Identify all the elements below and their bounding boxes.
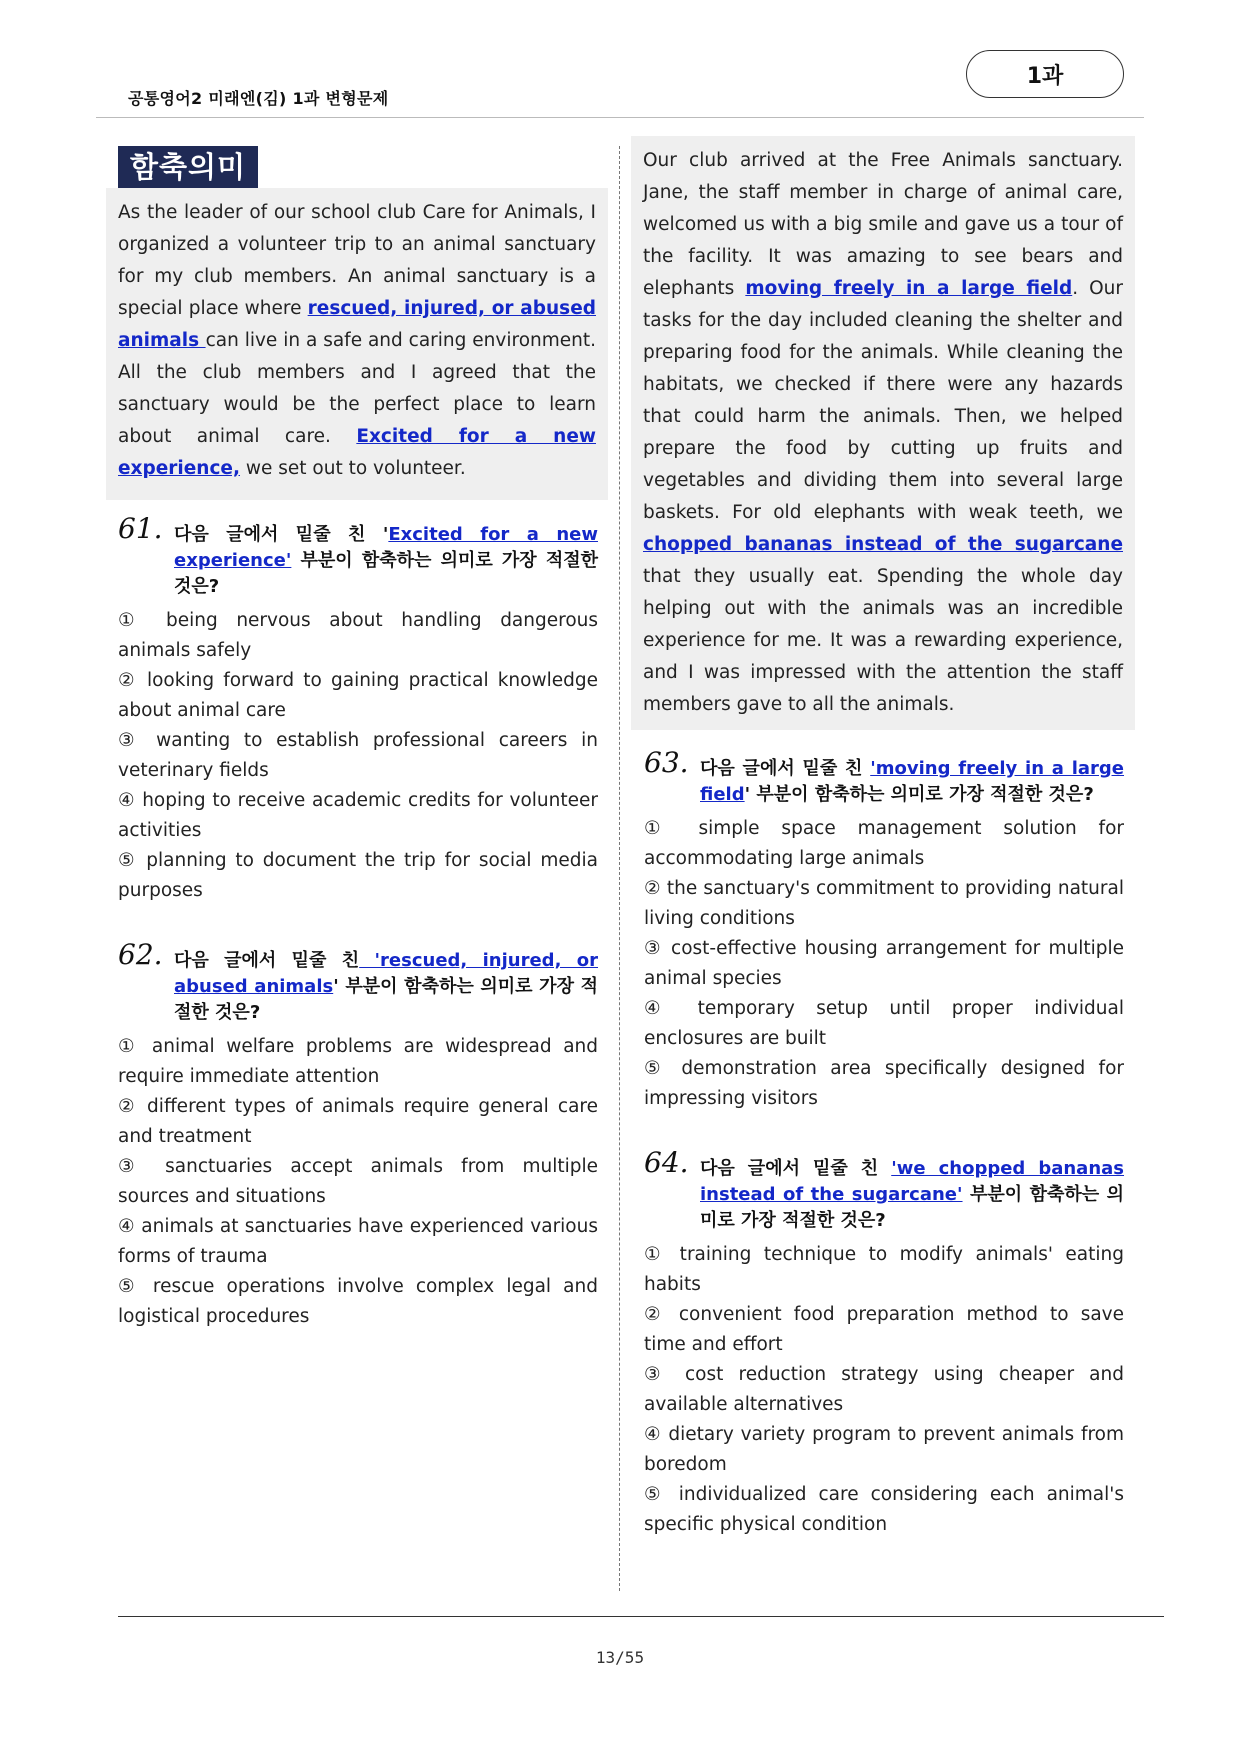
question-number: 62.: [118, 938, 163, 971]
option-list: [644, 1240, 1124, 1540]
option-list: [644, 814, 1124, 1114]
question-stem: [118, 512, 598, 600]
question-62: [118, 938, 599, 1332]
stem-quote: 'rescued, injured, or abused animals: [174, 950, 599, 997]
option[interactable]: ① animal welfare problems are widespread and require immediate attention: [118, 1036, 598, 1087]
stem-text: 부분이 함축하는 의미로 가장 적절한 것은?: [700, 1184, 1125, 1231]
column-divider: [619, 146, 620, 1591]
option-list: [118, 606, 598, 906]
footer-rule: [118, 1616, 1164, 1617]
passage-2: [631, 136, 1135, 730]
stem-text: 다음 글에서 밑줄 친: [700, 758, 871, 779]
passage-1-text: we set out to volunteer.: [240, 458, 466, 479]
option[interactable]: ⑤ demonstration area specifically designed for impressing visitors: [644, 1058, 1124, 1109]
stem-text: 다음 글에서 밑줄 친 ': [174, 524, 389, 545]
passage-2-text: Our club arrived at the Free Animals sanctuary. Jane, the staff member in charge of animal care, welcomed us with a big smile and gave us a tour of the facility. It was amazing to see bears and elephants: [643, 150, 1123, 299]
option[interactable]: ① simple space management solution for accommodating large animals: [644, 818, 1124, 869]
option[interactable]: ④ temporary setup until proper individual enclosures are built: [644, 998, 1124, 1049]
stem-quote: 'we chopped bananas instead of the sugarcane': [700, 1158, 1125, 1205]
stem-text: 부분이 함축하는 의미로 가장 적절한 것은?: [174, 550, 598, 597]
section-label: 함축의미: [118, 146, 258, 188]
header-rule: [96, 117, 1144, 118]
stem-text: 다음 글에서 밑줄 친: [174, 950, 360, 971]
stem-text: 다음 글에서 밑줄 친: [700, 1158, 892, 1179]
option[interactable]: ④ hoping to receive academic credits for volunteer activities: [118, 790, 598, 841]
lesson-badge: 1과: [966, 50, 1124, 98]
question-stem: [644, 1146, 1125, 1234]
option[interactable]: ③ cost-effective housing arrangement for multiple animal species: [644, 938, 1124, 989]
option[interactable]: ② convenient food preparation method to save time and effort: [644, 1304, 1124, 1355]
question-stem: [644, 746, 1125, 808]
option[interactable]: ② different types of animals require general care and treatment: [118, 1096, 598, 1147]
page-number: 13/55: [595, 1648, 645, 1667]
option[interactable]: ⑤ individualized care considering each animal's specific physical condition: [644, 1484, 1124, 1535]
stem-text: ' 부분이 함축하는 의미로 가장 적절한 것은?: [174, 976, 598, 1023]
option[interactable]: ③ sanctuaries accept animals from multiple sources and situations: [118, 1156, 598, 1207]
passage-1-underline-1: rescued, injured, or abused animals: [118, 298, 596, 351]
option[interactable]: ② the sanctuary's commitment to providing natural living conditions: [644, 878, 1124, 929]
question-61: [118, 512, 598, 906]
question-stem: [118, 938, 599, 1026]
passage-1-text: As the leader of our school club Care for Animals, I organized a volunteer trip to an animal sanctuary for my club members. An animal sanctuary is a special place where: [118, 202, 596, 319]
option[interactable]: ③ wanting to establish professional careers in veterinary fields: [118, 730, 598, 781]
passage-2-text: that they usually eat. Spending the whole day helping out with the animals was an incredible experience for me. It was a rewarding experience, and I was impressed with the attention the staff members gave to all the animals.: [643, 566, 1123, 715]
option[interactable]: ④ animals at sanctuaries have experienced various forms of trauma: [118, 1216, 598, 1267]
option[interactable]: ⑤ planning to document the trip for social media purposes: [118, 850, 598, 901]
stem-text: ' 부분이 함축하는 의미로 가장 적절한 것은?: [744, 784, 1094, 805]
passage-1-underline-2: Excited for a new experience,: [118, 426, 596, 479]
option[interactable]: ⑤ rescue operations involve complex legal and logistical procedures: [118, 1276, 598, 1327]
stem-quote: Excited for a new experience': [174, 524, 598, 571]
passage-2-underline-2: chopped bananas instead of the sugarcane: [643, 534, 1123, 555]
option[interactable]: ① training technique to modify animals' eating habits: [644, 1244, 1124, 1295]
stem-quote: 'moving freely in a large field: [700, 758, 1125, 805]
passage-1: [106, 188, 608, 500]
document-title: 공통영어2 미래엔(김) 1과 변형문제: [128, 89, 389, 108]
passage-1-text: can live in a safe and caring environment. All the club members and I agreed that the sanctuary would be the perfect place to learn about animal care.: [118, 330, 596, 447]
option-list: [118, 1032, 598, 1332]
question-63: [644, 746, 1125, 1114]
question-number: 63.: [644, 746, 689, 779]
question-number: 64.: [644, 1146, 689, 1179]
passage-2-underline-1: moving freely in a large field: [745, 278, 1073, 299]
option[interactable]: ④ dietary variety program to prevent animals from boredom: [644, 1424, 1124, 1475]
option[interactable]: ② looking forward to gaining practical knowledge about animal care: [118, 670, 598, 721]
passage-2-text: . Our tasks for the day included cleaning the shelter and preparing food for the animals. While cleaning the habitats, we checked if there were any hazards that could harm the animals. Then, we helped prepare the food by cutting up fruits and vegetables and dividing them into several large baskets. For old elephants with weak teeth, we: [643, 278, 1123, 523]
option[interactable]: ① being nervous about handling dangerous animals safely: [118, 610, 598, 661]
option[interactable]: ③ cost reduction strategy using cheaper and available alternatives: [644, 1364, 1124, 1415]
question-number: 61.: [118, 512, 163, 545]
question-64: [644, 1146, 1125, 1540]
